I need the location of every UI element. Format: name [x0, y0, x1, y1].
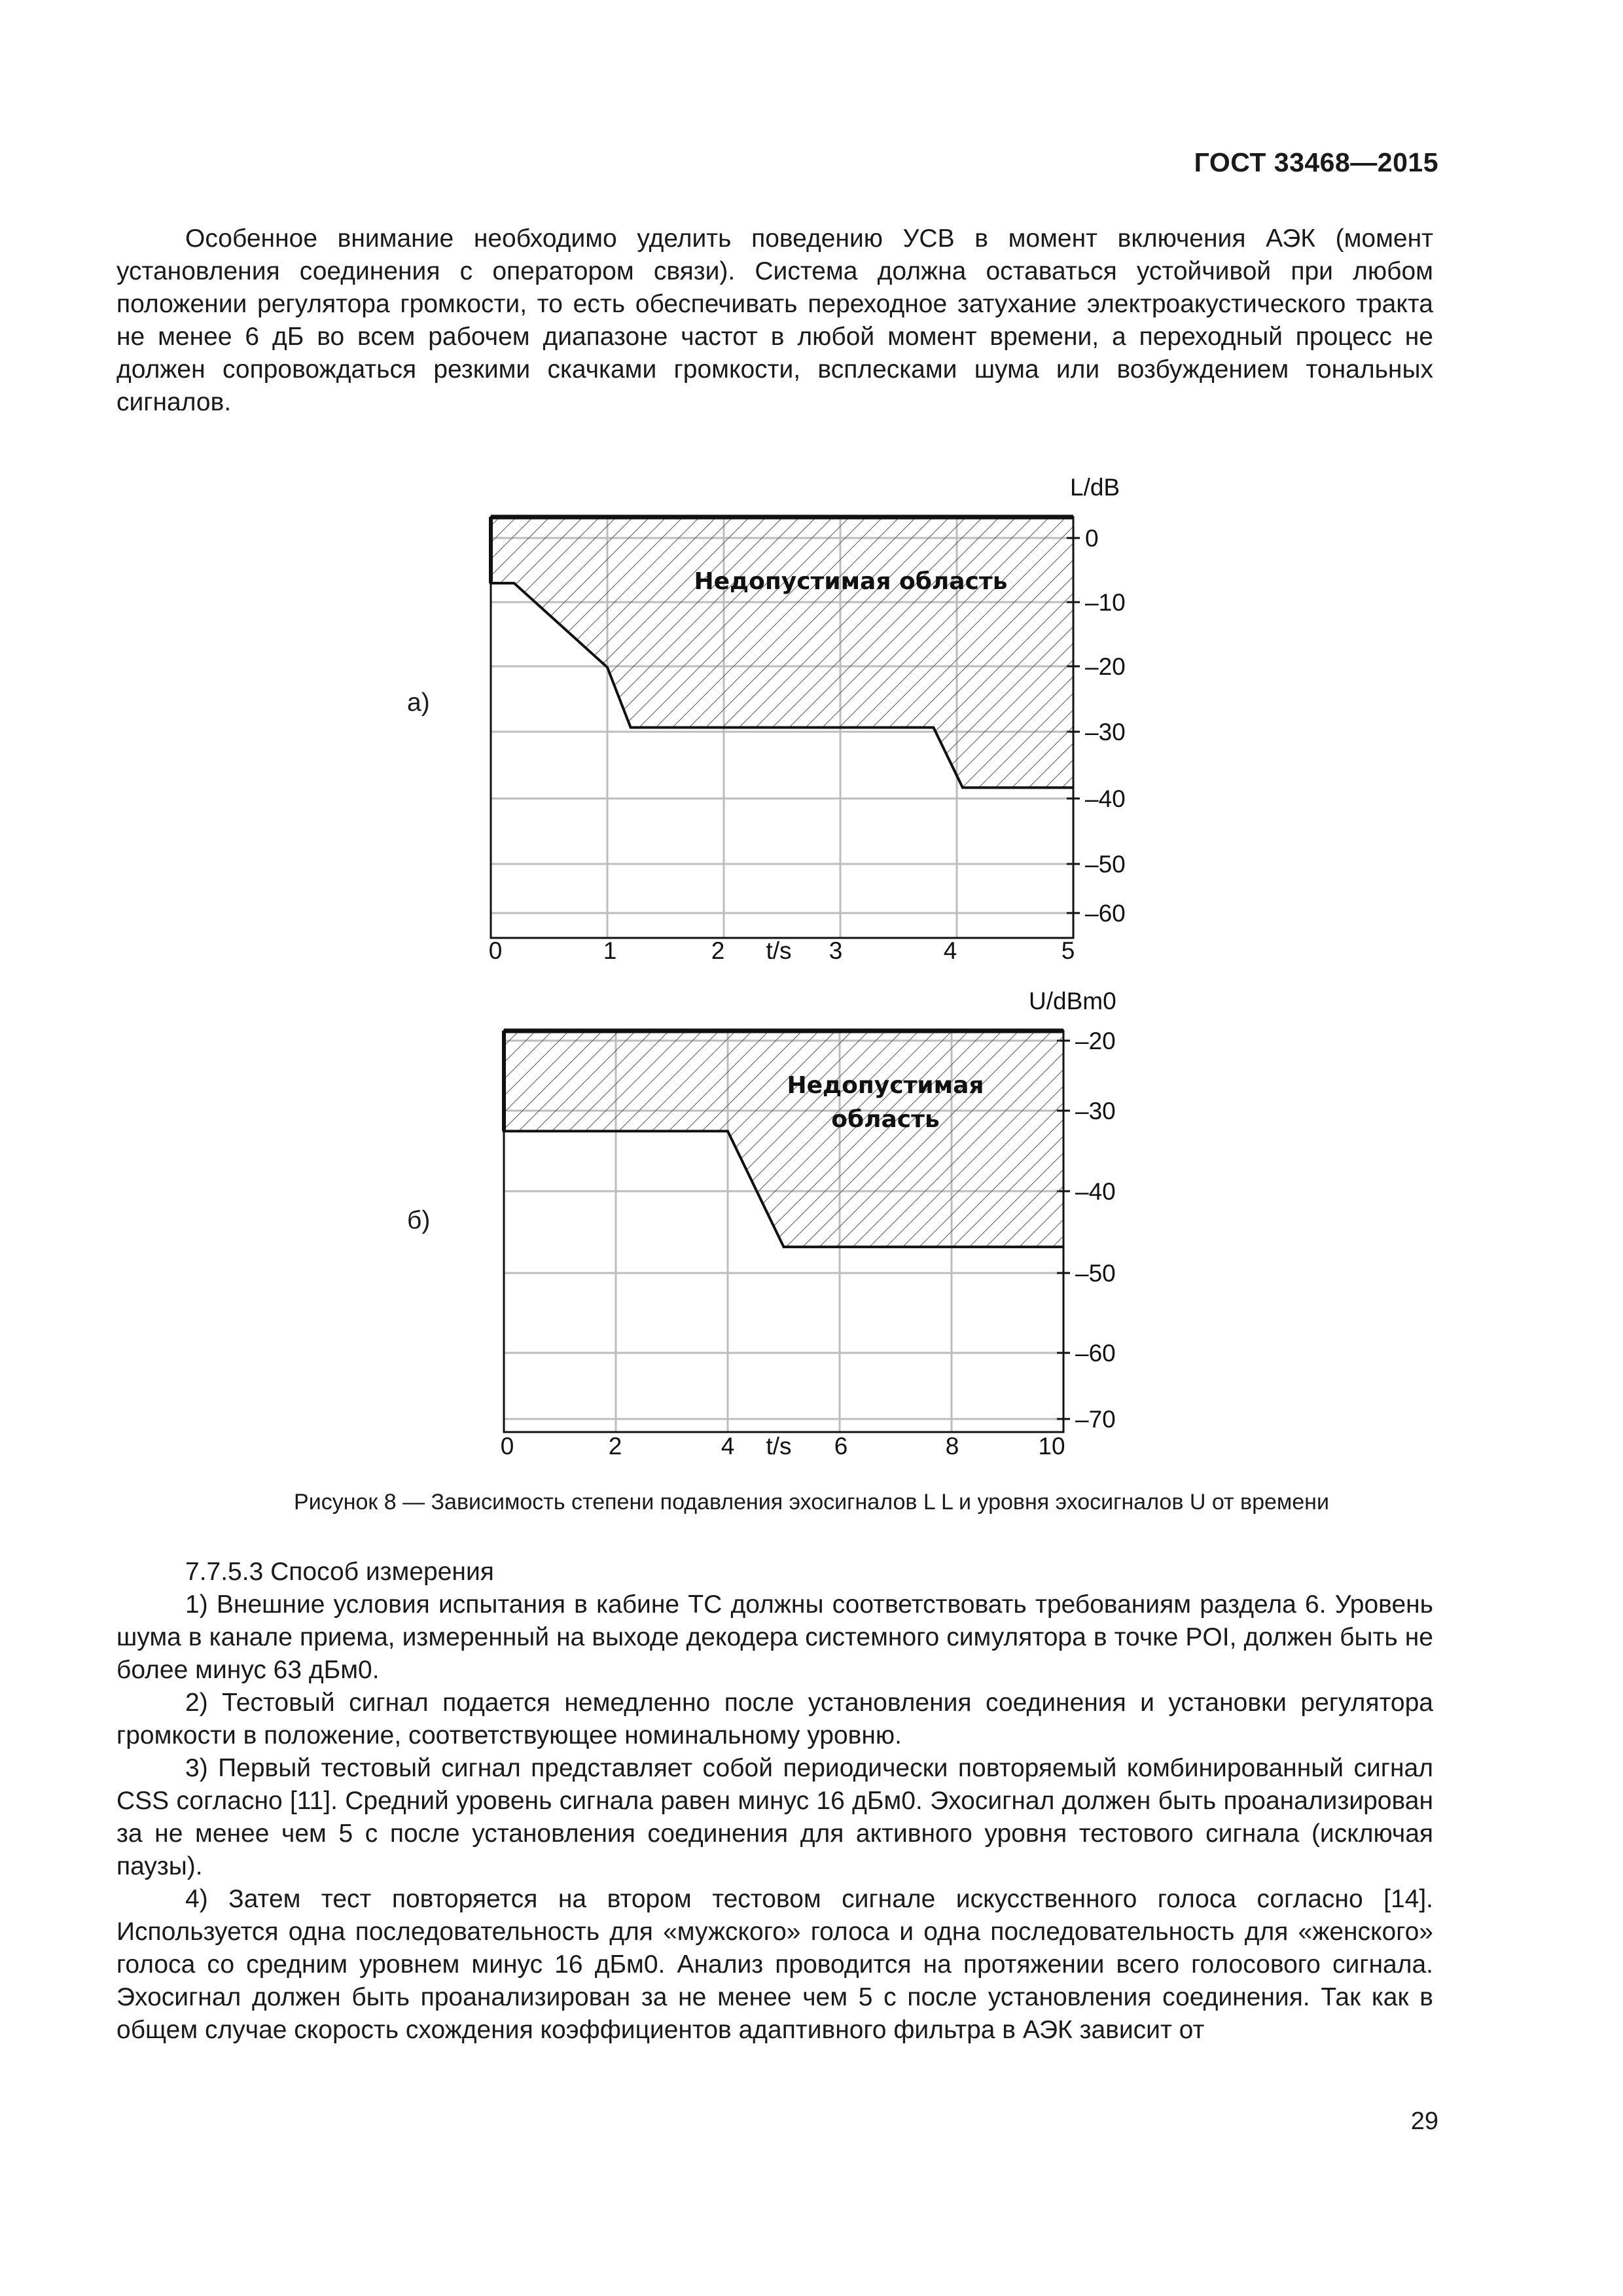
- y-axis-label: U/dBm0: [1029, 988, 1116, 1014]
- x-tick-label: 5: [1061, 937, 1075, 964]
- chart-b: [501, 988, 1116, 1460]
- y-tick-label: –40: [1085, 785, 1126, 812]
- x-tick-label: 8: [945, 1433, 959, 1460]
- x-axis-label: t/s: [766, 937, 792, 964]
- y-tick-label: –50: [1085, 851, 1126, 878]
- x-tick-label: 2: [711, 937, 725, 964]
- section-item-1: 1) Внешние условия испытания в кабине ТС должны соответствовать требованиям раздела 6. Уровень шума в канале приема, измеренный на выходе декодера системного симулятора в точке POI, должен быть не более минус 63 дБм0.: [116, 1590, 1433, 1684]
- x-tick-label: 0: [488, 937, 503, 964]
- panel-a-label: а): [407, 689, 430, 717]
- intro-paragraph: Особенное внимание необходимо уделить поведению УСВ в момент включения АЭК (момент установления соединения с оператором связи). Система должна оставаться устойчивой при любом положении регулятора громкости, то есть обеспечивать переходное затухание электроакустического тракта не менее 6 дБ во всем рабочем диапазоне частот в любой момент времени, а переходный процесс не должен сопровождаться резкими скачками громкости, всплесками шума или возбуждением тональных сигналов.: [116, 224, 1433, 416]
- forbidden-region: [491, 517, 1073, 787]
- forbidden-region: [504, 1031, 1063, 1247]
- page-number: 29: [1410, 2108, 1438, 2135]
- x-tick-label: 1: [603, 937, 617, 964]
- y-tick-label: –70: [1075, 1406, 1116, 1433]
- section-item-4: 4) Затем тест повторяется на втором тестовом сигнале искусственного голоса согласно [14]. Используется одна последовательность для «мужского» голоса и одна последовательность для «женского» голоса со средним уровнем минус 16 дБм0. Анализ проводится на протяжении всего голосового сигнала. Эхосигнал должен быть проанализирован за не менее чем 5 с после установления соединения. Так как в общем случае скорость схождения коэффициентов адаптивного фильтра в АЭК зависит от: [116, 1885, 1433, 2044]
- y-tick-label: 0: [1085, 525, 1099, 552]
- x-tick-label: 6: [834, 1433, 848, 1460]
- region-label-line1: Недопустимая: [787, 1072, 984, 1099]
- region-label: Недопустимая область: [694, 568, 1008, 595]
- section-item-2: 2) Тестовый сигнал подается немедленно после установления соединения и установки регулятора громкости в положение, соответствующее номинальному уровню.: [116, 1689, 1433, 1749]
- y-tick-label: –10: [1085, 589, 1126, 616]
- y-tick-label: –40: [1075, 1178, 1116, 1205]
- y-tick-label: –30: [1085, 719, 1126, 745]
- y-tick-label: –30: [1075, 1098, 1116, 1124]
- x-tick-label: 10: [1038, 1433, 1065, 1460]
- region-label-line2: область: [831, 1106, 940, 1133]
- figure-caption: Рисунок 8 — Зависимость степени подавления эхосигналов L L и уровня эхосигналов U от времени: [294, 1490, 1329, 1515]
- panel-b-label: б): [407, 1206, 431, 1234]
- y-tick-label: –60: [1085, 900, 1126, 927]
- y-tick-label: –60: [1075, 1340, 1116, 1367]
- y-tick-label: –50: [1075, 1260, 1116, 1287]
- x-tick-label: 2: [608, 1433, 622, 1460]
- x-axis-label: t/s: [766, 1433, 792, 1460]
- y-axis-label: L/dB: [1070, 474, 1120, 501]
- y-tick-label: –20: [1075, 1028, 1116, 1054]
- section-title: 7.7.5.3 Способ измерения: [185, 1558, 494, 1586]
- document-header: ГОСТ 33468—2015: [1194, 147, 1438, 177]
- section-item-3: 3) Первый тестовый сигнал представляет собой периодически повторяемый комбинированный сигнал CSS согласно [11]. Средний уровень сигнала равен минус 16 дБм0. Эхосигнал должен быть проанализирован за не менее чем 5 с после установления соединения для активного уровня тестового сигнала (исключая паузы).: [116, 1754, 1433, 1880]
- x-tick-label: 4: [721, 1433, 735, 1460]
- x-tick-label: 4: [943, 937, 957, 964]
- x-tick-label: 0: [500, 1433, 514, 1460]
- x-tick-label: 3: [829, 937, 843, 964]
- y-tick-label: –20: [1085, 653, 1126, 680]
- chart-a: [489, 474, 1126, 964]
